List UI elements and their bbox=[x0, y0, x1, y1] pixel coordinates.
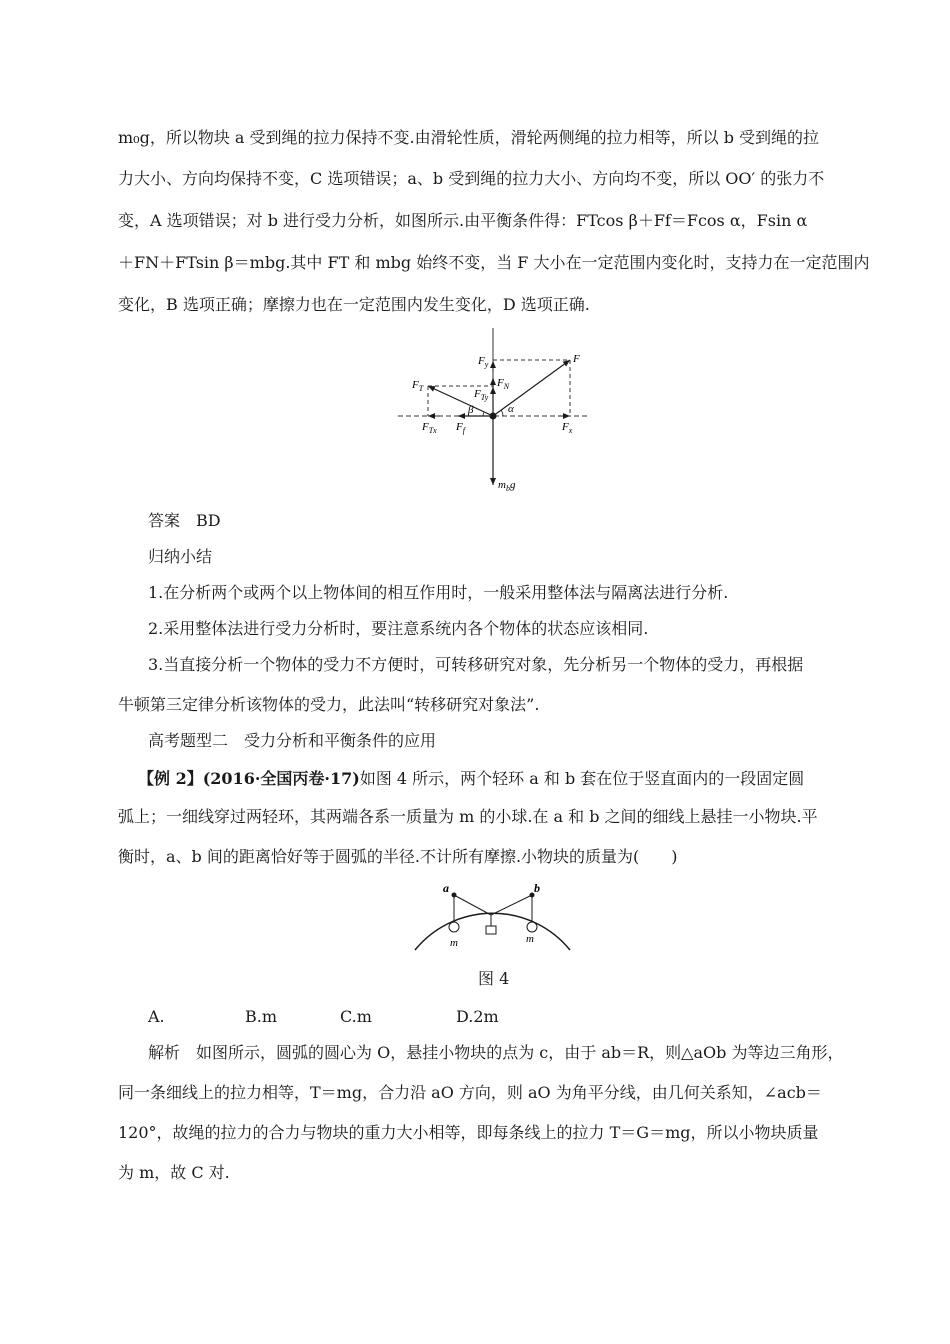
solution-line: m₀g，所以物块 a 受到绳的拉力保持不变.由滑轮性质，滑轮两侧绳的拉力相等，所以 b 受到绳的拉 bbox=[118, 128, 820, 147]
option-c[interactable]: C.m bbox=[340, 1007, 372, 1026]
solution-line: ＋FN＋FTsin β＝mbg.其中 FT 和 mbg 始终不变，当 F 大小在一定范围内变化时，支持力在一定范围内 bbox=[118, 253, 870, 272]
label-m-right: m bbox=[526, 933, 534, 945]
summary-item: 3.当直接分析一个物体的受力不方便时，可转移研究对象，先分析另一个物体的受力，再根据 bbox=[148, 655, 804, 674]
label-fx: $F_x$ bbox=[562, 421, 573, 435]
label-a: a bbox=[443, 881, 449, 895]
small-block bbox=[486, 926, 496, 934]
string-b-c bbox=[491, 895, 532, 915]
ball-left bbox=[449, 922, 459, 932]
example-line: 衡时，a、b 间的距离恰好等于圆弧的半径.不计所有摩擦.小物块的质量为( ) bbox=[118, 847, 678, 866]
summary-item: 2.采用整体法进行受力分析时，要注意系统内各个物体的状态应该相同. bbox=[148, 619, 649, 638]
label-alpha: α bbox=[508, 403, 514, 415]
label-mbg: $m_bg$ bbox=[498, 479, 516, 493]
analysis-line: 解析 如图所示，圆弧的圆心为 O，悬挂小物块的点为 c，由于 ab＝R，则△aOb 为等边三角形， bbox=[148, 1043, 844, 1062]
label-ft: $F_T$ bbox=[412, 379, 424, 393]
example-source: (2016·全国丙卷·17) bbox=[202, 769, 360, 788]
figure-caption: 图 4 bbox=[478, 969, 510, 988]
answer-line: 答案 BD bbox=[148, 511, 221, 530]
option-a[interactable]: A. bbox=[148, 1007, 165, 1026]
analysis-line: 同一条细线上的拉力相等，T＝mg，合力沿 aO 方向，则 aO 为角平分线，由几何关系知，∠acb＝ bbox=[118, 1083, 822, 1102]
label-beta: β bbox=[468, 404, 474, 416]
label-f: F bbox=[573, 353, 580, 365]
label-fy: $F_y$ bbox=[478, 355, 489, 369]
solution-line: 变化，B 选项正确；摩擦力也在一定范围内发生变化，D 选项正确. bbox=[118, 295, 590, 314]
example-tag: 【例 2】 bbox=[138, 769, 203, 788]
summary-item: 1.在分析两个或两个以上物体间的相互作用时，一般采用整体法与隔离法进行分析. bbox=[148, 583, 729, 602]
analysis-line: 为 m，故 C 对. bbox=[118, 1163, 230, 1182]
label-b: b bbox=[534, 881, 540, 895]
example-text: 如图 4 所示，两个轻环 a 和 b 套在位于竖直面内的一段固定圆 bbox=[359, 769, 805, 788]
label-m-left: m bbox=[450, 937, 458, 949]
ball-right bbox=[527, 922, 537, 932]
summary-title: 归纳小结 bbox=[148, 547, 213, 566]
option-d[interactable]: D.2m bbox=[456, 1007, 499, 1026]
force-diagram bbox=[390, 320, 600, 500]
alpha-arc bbox=[501, 410, 503, 416]
string-a-c bbox=[454, 895, 491, 915]
option-b[interactable]: B.m bbox=[245, 1007, 278, 1026]
figure-4 bbox=[405, 880, 580, 955]
summary-item: 牛顿第三定律分析该物体的受力，此法叫“转移研究对象法”. bbox=[118, 695, 540, 714]
section-title: 高考题型二 受力分析和平衡条件的应用 bbox=[148, 731, 437, 750]
solution-line: 变，A 选项错误；对 b 进行受力分析，如图所示.由平衡条件得：FTcos β＋Ff＝Fcos α，Fsin α bbox=[118, 211, 808, 230]
label-fty: $F_{Ty}$ bbox=[474, 388, 489, 402]
label-ftx: $F_{Tx}$ bbox=[422, 421, 437, 435]
label-ff: $F_f$ bbox=[456, 421, 465, 435]
beta-arc bbox=[483, 412, 484, 416]
label-fn: $F_N$ bbox=[497, 377, 510, 391]
solution-line: 力大小、方向均保持不变，C 选项错误；a、b 受到绳的拉力大小、方向均不变，所以 OO′ 的张力不 bbox=[118, 169, 825, 188]
example-line: 弧上；一细线穿过两轻环，其两端各系一质量为 m 的小球.在 a 和 b 之间的细线上悬挂一小物块.平 bbox=[118, 807, 818, 826]
analysis-line: 120°，故绳的拉力的合力与物块的重力大小相等，即每条线上的拉力 T＝G＝mg，所以小物块质量 bbox=[118, 1123, 819, 1142]
body-point bbox=[490, 413, 497, 420]
